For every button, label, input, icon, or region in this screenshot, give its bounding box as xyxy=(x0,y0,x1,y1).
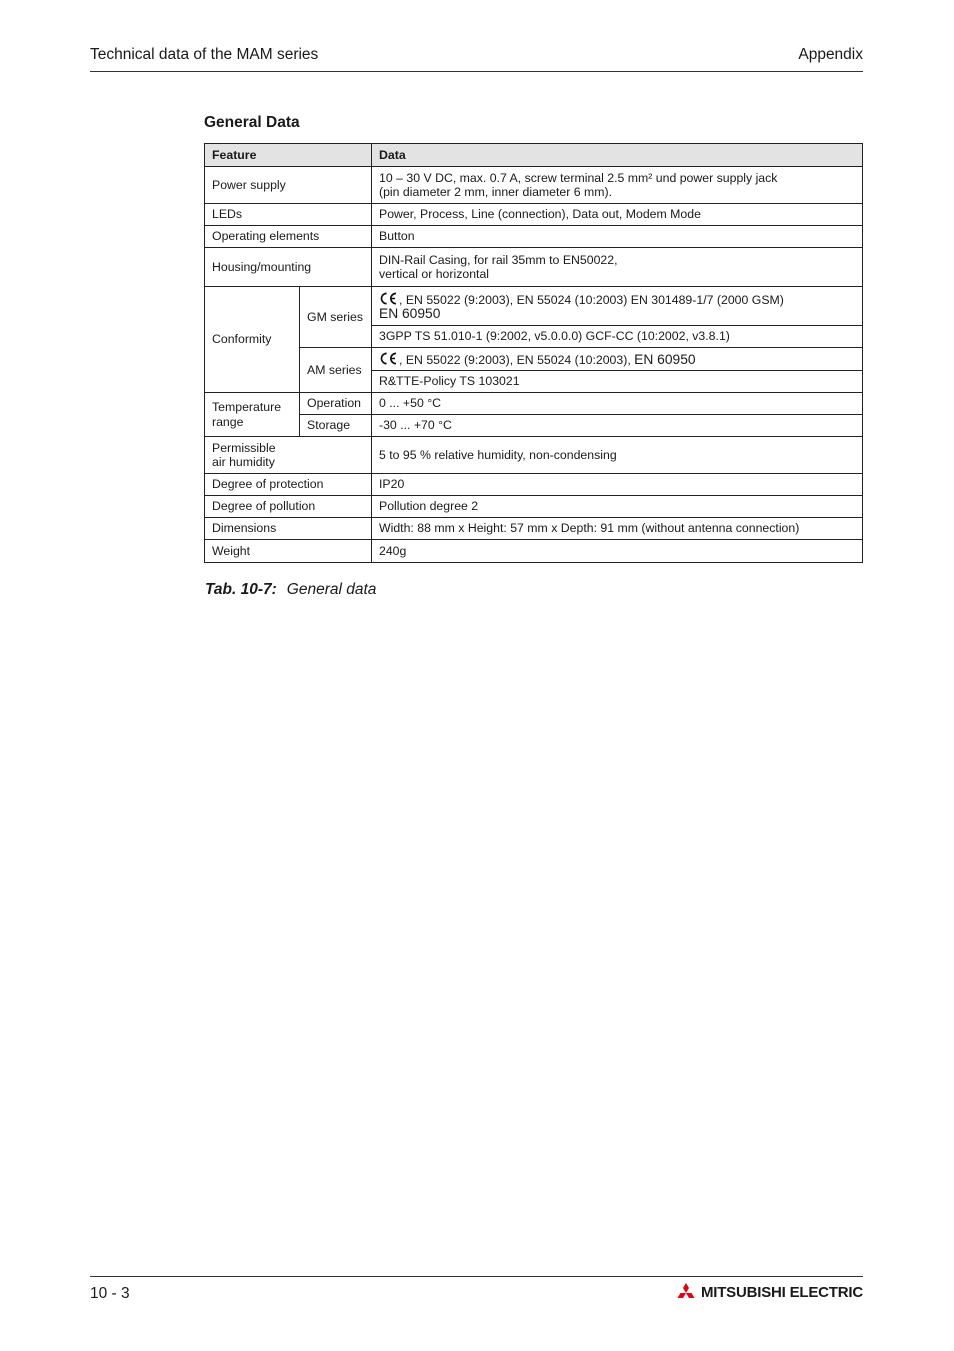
brand-name: MITSUBISHI ELECTRIC xyxy=(700,1284,863,1301)
humidity-label-line1: Permissible xyxy=(212,440,276,455)
mitsubishi-diamonds-icon xyxy=(675,1283,697,1302)
humidity-label-line2: air humidity xyxy=(212,455,275,469)
table-row xyxy=(205,415,863,437)
storage-value: -30 ... +70 °C xyxy=(372,415,863,437)
table-header-row xyxy=(205,144,863,167)
ce-mark-icon xyxy=(379,351,398,366)
protection-label: Degree of protection xyxy=(205,474,372,496)
page-number: 10 - 3 xyxy=(90,1285,130,1302)
page-header xyxy=(90,44,863,72)
caption-text: General data xyxy=(286,581,377,598)
power-supply-line1: 10 – 30 V DC, max. 0.7 A, screw terminal 2.5 mm² und power supply jack xyxy=(379,170,778,185)
leds-label: LEDs xyxy=(205,204,372,226)
temperature-label xyxy=(205,393,300,437)
table-row xyxy=(205,248,863,287)
table-row xyxy=(205,226,863,248)
leds-value: Power, Process, Line (connection), Data out, Modem Mode xyxy=(372,204,863,226)
temperature-label-line2: range xyxy=(212,414,244,429)
housing-label: Housing/mounting xyxy=(205,248,372,287)
table-row xyxy=(205,348,863,371)
am-conformity-value-2: R&TTE-Policy TS 103021 xyxy=(372,371,863,393)
power-supply-value xyxy=(372,167,863,204)
table-row xyxy=(205,393,863,415)
header-feature: Feature xyxy=(205,144,372,167)
weight-value: 240g xyxy=(372,540,863,563)
dimensions-value: Width: 88 mm x Height: 57 mm x Depth: 91 mm (without antenna connection) xyxy=(372,518,863,540)
dimensions-label: Dimensions xyxy=(205,518,372,540)
power-supply-line2: (pin diameter 2 mm, inner diameter 6 mm). xyxy=(379,185,613,199)
gm-series-label: GM series xyxy=(300,287,372,348)
table-row xyxy=(205,518,863,540)
housing-line1: DIN-Rail Casing, for rail 35mm to EN50022, xyxy=(379,252,618,267)
am-conformity-value xyxy=(372,348,863,371)
gm-conformity-line1: , EN 55022 (9:2003), EN 55024 (10:2003) EN 301489-1/7 (2000 GSM) xyxy=(399,292,784,307)
operation-value: 0 ... +50 °C xyxy=(372,393,863,415)
am-conformity-text: , EN 55022 (9:2003), EN 55024 (10:2003), xyxy=(399,352,635,367)
table-row xyxy=(205,204,863,226)
header-data: Data xyxy=(372,144,863,167)
gm-conformity-value-2: 3GPP TS 51.010-1 (9:2002, v5.0.0.0) GCF-CC (10:2002, v3.8.1) xyxy=(372,326,863,348)
temperature-label-line1: Temperature xyxy=(212,400,282,414)
humidity-value: 5 to 95 % relative humidity, non-condensing xyxy=(372,437,863,474)
storage-label: Storage xyxy=(300,415,372,437)
table-caption xyxy=(205,581,376,599)
power-supply-label: Power supply xyxy=(205,167,372,204)
table-row xyxy=(205,167,863,204)
table-row xyxy=(205,474,863,496)
operating-value: Button xyxy=(372,226,863,248)
housing-value xyxy=(372,248,863,287)
table-row xyxy=(205,437,863,474)
am-conformity-standard: EN 60950 xyxy=(634,351,696,367)
header-section: Appendix xyxy=(798,46,863,63)
protection-value: IP20 xyxy=(372,474,863,496)
conformity-label: Conformity xyxy=(205,287,300,393)
am-series-label: AM series xyxy=(300,348,372,393)
gm-conformity-value xyxy=(372,287,863,326)
humidity-label xyxy=(205,437,372,474)
brand-logo xyxy=(675,1283,863,1302)
operation-label: Operation xyxy=(300,393,372,415)
gm-conformity-line2: EN 60950 xyxy=(379,306,441,321)
general-data-table xyxy=(204,143,863,563)
ce-mark-icon xyxy=(379,291,398,306)
table-row xyxy=(205,540,863,563)
operating-label: Operating elements xyxy=(205,226,372,248)
weight-label: Weight xyxy=(205,540,372,563)
section-title: General Data xyxy=(204,114,300,131)
pollution-value: Pollution degree 2 xyxy=(372,496,863,518)
header-chapter-title: Technical data of the MAM series xyxy=(90,46,319,63)
pollution-label: Degree of pollution xyxy=(205,496,372,518)
housing-line2: vertical or horizontal xyxy=(379,267,490,281)
table-row xyxy=(205,287,863,326)
page-footer xyxy=(90,1276,863,1307)
table-row xyxy=(205,496,863,518)
caption-number: Tab. 10-7: xyxy=(205,581,277,598)
